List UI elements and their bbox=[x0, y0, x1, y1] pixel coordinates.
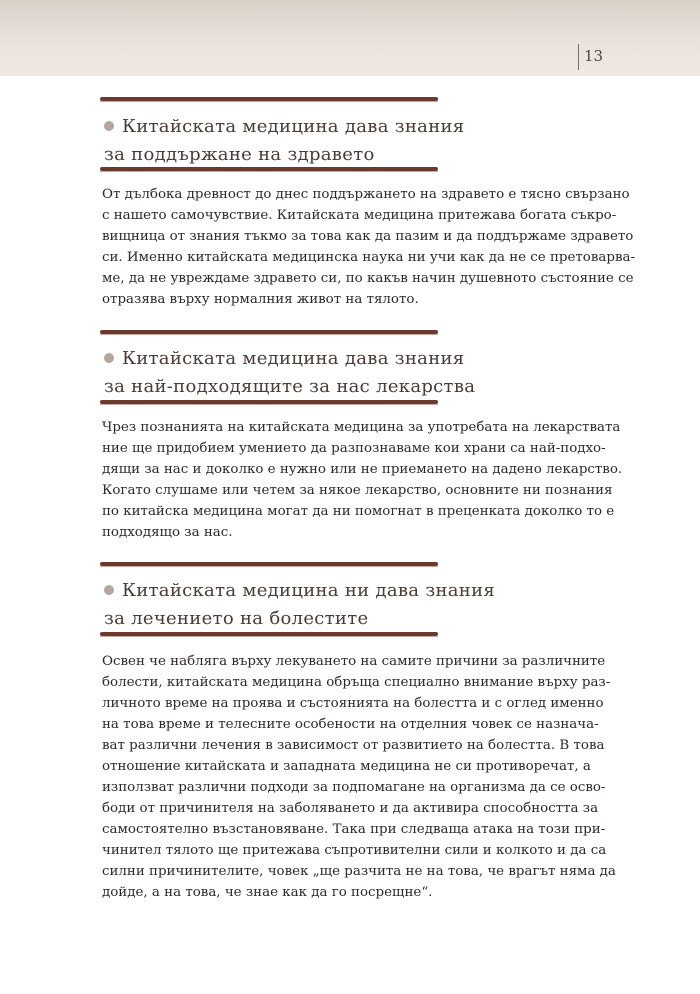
section-3-top-rule bbox=[100, 562, 438, 566]
section-2-heading-line-1: Китайската медицина дава знания bbox=[104, 345, 464, 373]
paragraph-line: използват различни подходи за подпомагане на организма да се осво- bbox=[102, 780, 606, 795]
paragraph-line: отношение китайската и западната медицина не си противоречат, а bbox=[102, 759, 591, 774]
section-2-heading bbox=[104, 345, 476, 401]
section-3-bottom-rule bbox=[100, 632, 438, 636]
paragraph-line: чинител тялото ще притежава съпротивителни сили и колкото и да са bbox=[102, 843, 607, 858]
paragraph-line: с нашето самочувствие. Китайската медицина притежава богата съкро- bbox=[102, 208, 617, 223]
paragraph-line: боди от причинителя на заболяването и да активира способността за bbox=[102, 801, 599, 816]
section-2-top-rule bbox=[100, 330, 438, 334]
paragraph-line: От дълбока древност до днес поддържането на здравето е тясно свързано bbox=[102, 187, 630, 202]
paragraph-line: ват различни лечения в зависимост от развитието на болестта. В това bbox=[102, 738, 605, 753]
bullet-icon bbox=[104, 121, 114, 131]
paragraph-line: отразява върху нормалния живот на тялото. bbox=[102, 292, 419, 307]
paragraph-line: Освен че набляга върху лекуването на самите причини за различните bbox=[102, 654, 606, 669]
section-2-paragraph bbox=[102, 417, 623, 543]
section-3-heading bbox=[104, 577, 496, 633]
section-2-bottom-rule bbox=[100, 400, 438, 404]
paragraph-line: подходящо за нас. bbox=[102, 525, 233, 540]
paragraph-line: самостоятелно възстановяване. Така при следваща атака на този при- bbox=[102, 822, 606, 837]
section-1-paragraph bbox=[102, 184, 636, 310]
page-number-divider bbox=[578, 44, 579, 70]
bullet-icon bbox=[104, 353, 114, 363]
section-3-heading-line-2: за лечението на болестите bbox=[104, 608, 369, 629]
section-3-paragraph bbox=[102, 651, 616, 903]
paragraph-line: си. Именно китайската медицинска наука ни учи как да не се претоварва- bbox=[102, 250, 636, 265]
paragraph-line: вищница от знания тъкмо за това как да пазим и да поддържаме здравето bbox=[102, 229, 634, 244]
paragraph-line: ме, да не увреждаме здравето си, по какъв начин душевното състояние се bbox=[102, 271, 634, 286]
section-1-bottom-rule bbox=[100, 167, 438, 171]
paragraph-line: Когато слушаме или четем за някое лекарство, основните ни познания bbox=[102, 483, 613, 498]
section-2-heading-line-2: за най-подходящите за нас лекарства bbox=[104, 376, 476, 397]
section-1-heading-line-2: за поддържане на здравето bbox=[104, 144, 375, 165]
page-number: 13 bbox=[584, 47, 604, 65]
paragraph-line: дящи за нас и доколко е нужно или не приемането на дадено лекарство. bbox=[102, 462, 623, 477]
section-1-top-rule bbox=[100, 97, 438, 101]
paragraph-line: дойде, а на това, че знае как да го посрещне“. bbox=[102, 885, 433, 900]
paragraph-line: на това време и телесните особености на отделния човек се назнача- bbox=[102, 717, 599, 732]
paragraph-line: Чрез познанията на китайската медицина за употребата на лекарствата bbox=[102, 420, 621, 435]
paragraph-line: личното време на проява и състоянията на болестта и с оглед именно bbox=[102, 696, 604, 711]
paragraph-line: ние ще придобием умението да разпознаваме кои храни са най-подхо- bbox=[102, 441, 606, 456]
paragraph-line: по китайска медицина могат да ни помогнат в преценката доколко то е bbox=[102, 504, 615, 519]
section-1-heading-line-1: Китайската медицина дава знания bbox=[104, 113, 464, 141]
paragraph-line: силни причинителите, човек „ще разчита не на това, че врагът няма да bbox=[102, 864, 616, 879]
section-1-heading bbox=[104, 113, 464, 169]
paragraph-line: болести, китайската медицина обръща специално внимание върху раз- bbox=[102, 675, 611, 690]
section-3-heading-line-1: Китайската медицина ни дава знания bbox=[104, 577, 464, 605]
bullet-icon bbox=[104, 585, 114, 595]
